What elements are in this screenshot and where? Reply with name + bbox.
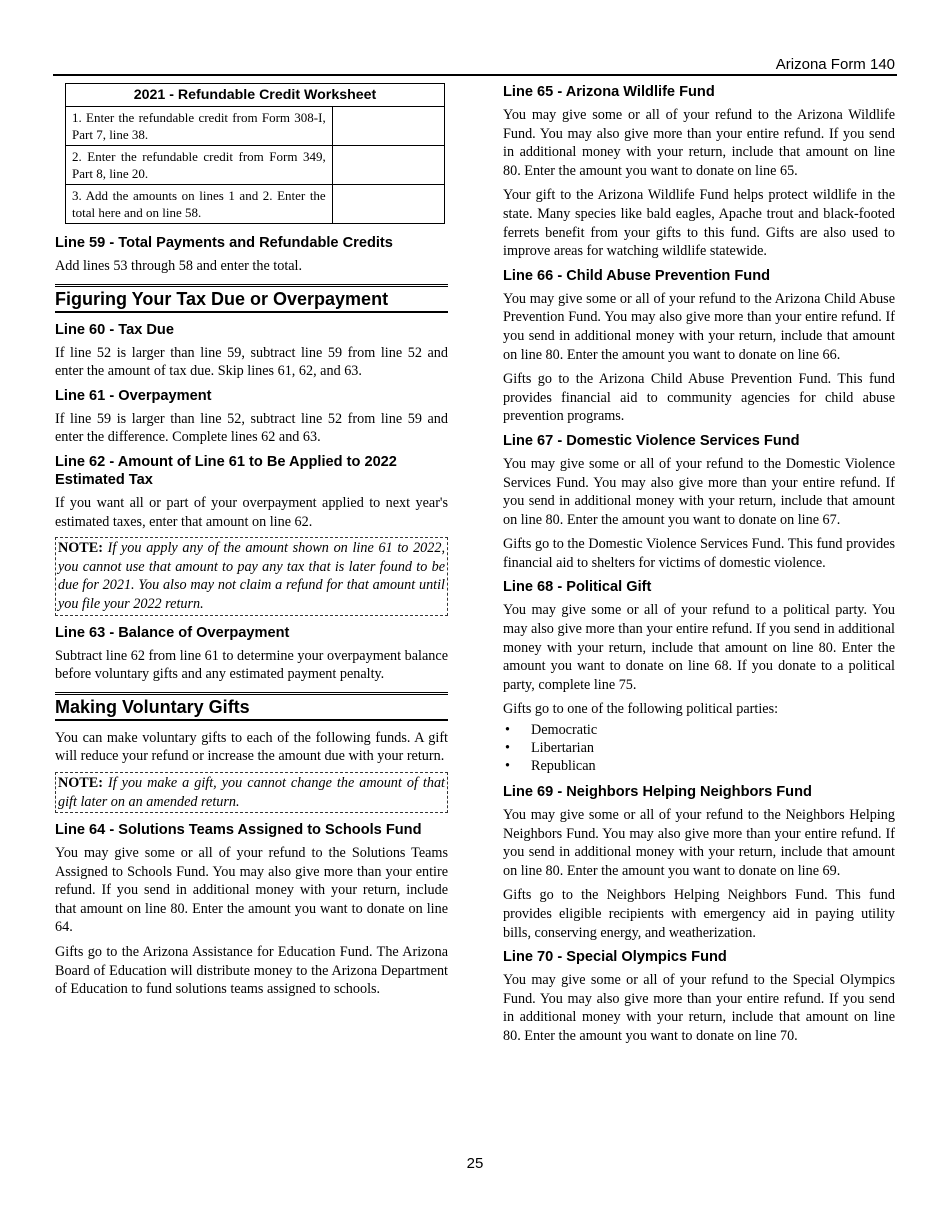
line-61-text: If line 59 is larger than line 52, subtract line 52 from line 59 and enter the difference. Complete lines 62 and 63. [55, 410, 448, 446]
line-69-heading: Line 69 - Neighbors Helping Neighbors Fund [503, 784, 812, 801]
line-70-heading: Line 70 - Special Olympics Fund [503, 949, 727, 966]
note-text: If you apply any of the amount shown on line 61 to 2022, you cannot use that amount to pay any tax that is later found to be due for 2021. You also may not claim a refund for that amount until you file your 2022 return. [58, 540, 445, 612]
line-63-heading: Line 63 - Balance of Overpayment [55, 624, 290, 641]
page-number: 25 [466, 1155, 484, 1172]
line-59-text: Add lines 53 through 58 and enter the total. [55, 258, 303, 274]
political-parties-list [503, 721, 895, 775]
line-64-paragraph-2: Gifts go to the Arizona Assistance for Education Fund. The Arizona Board of Education will distribute money to the Arizona Department of Education to fund solutions teams assigned to schools. [55, 944, 448, 998]
line-67-paragraph-2: Gifts go to the Domestic Violence Services Fund. This fund provides financial aid to shelters for victims of domestic violence. [503, 536, 895, 571]
line-64-paragraph-1: You may give some or all of your refund to the Solutions Teams Assigned to Schools Fund. You may also give more than your entire refund. If you send in additional money with your return, include that amount on line 80. Enter the amount you want to donate on line 64. [55, 845, 448, 936]
line-69-paragraph-1: You may give some or all of your refund to the Neighbors Helping Neighbors Fund. You may also give more than your entire refund. If you send in additional money with your return, include that amount on line 80. Enter the amount you want to donate on line 69. [503, 807, 895, 879]
note-box-estimated-tax [55, 537, 448, 615]
line-66-paragraph-1: You may give some or all of your refund to the Arizona Child Abuse Prevention Fund. You may also give more than your entire refund. If you send in additional money with your return, include that amount on line 80. Enter the amount you want to donate on line 66. [503, 290, 895, 363]
worksheet-row-3-amount-box[interactable] [332, 185, 444, 224]
line-62-heading: Line 62 - Amount of Line 61 to Be Applied to 2022 Estimated Tax [55, 453, 397, 488]
voluntary-gifts-text: You can make voluntary gifts to each of the following funds. A gift will reduce your refund or increase the amount due with your return. [55, 729, 448, 765]
note-text: If you make a gift, you cannot change the amount of that gift later on an amended return. [58, 774, 445, 810]
worksheet-row-3-text: 3. Add the amounts on lines 1 and 2. Enter the total here and on line 58. [66, 185, 333, 224]
note-label: NOTE: [58, 774, 103, 791]
note-label: NOTE: [58, 540, 103, 557]
note-box-gifts [55, 772, 448, 813]
line-61-heading: Line 61 - Overpayment [55, 387, 212, 404]
form-name-header: Arizona Form 140 [775, 56, 895, 73]
list-item: • Republican [503, 757, 895, 775]
line-59-heading: Line 59 - Total Payments and Refundable Credits [55, 235, 393, 251]
worksheet-row-2-text: 2. Enter the refundable credit from Form 349, Part 8, line 20. [66, 146, 333, 185]
section-heading-voluntary-gifts: Making Voluntary Gifts [55, 692, 448, 721]
line-68-heading: Line 68 - Political Gift [503, 579, 652, 596]
worksheet-row [66, 146, 445, 185]
line-65-paragraph-2: Your gift to the Arizona Wildlife Fund helps protect wildlife in the state. Many species like bald eagles, Apache trout and black-footed ferrets benefit from your gifts to this fund. Gifts are also used to improve areas for watching wildlife statewide. [503, 187, 895, 260]
worksheet-row-1-text: 1. Enter the refundable credit from Form 308-I, Part 7, line 38. [66, 107, 333, 146]
line-67-heading: Line 67 - Domestic Violence Services Fund [503, 432, 800, 449]
line-65-heading: Line 65 - Arizona Wildlife Fund [503, 84, 715, 100]
line-68-paragraph-1: You may give some or all of your refund to a political party. You may also give more than your entire refund. If you send in additional money with your return, include that amount on line 80. Enter the amount you want to donate on line 68. If you donate to a political party, complete line 75. [503, 602, 895, 693]
line-60-text: If line 52 is larger than line 59, subtract line 59 from line 52 and enter the amount of tax due. Skip lines 61, 62, and 63. [55, 344, 448, 380]
list-item: • Libertarian [503, 739, 895, 757]
line-60-heading: Line 60 - Tax Due [55, 321, 174, 338]
line-70-paragraph-1: You may give some or all of your refund to the Special Olympics Fund. You may also give more than your entire refund. If you send in additional money with your return, include that amount on line 80. Enter the amount you want to donate on line 70. [503, 972, 895, 1044]
refundable-credit-worksheet [65, 83, 445, 224]
line-67-paragraph-1: You may give some or all of your refund to the Domestic Violence Services Fund. You may also give more than your entire refund. If you send in additional money with your return, include that amount on line 80. Enter the amount you want to donate on line 67. [503, 455, 895, 528]
line-66-heading: Line 66 - Child Abuse Prevention Fund [503, 267, 771, 284]
header-rule [53, 74, 897, 76]
line-66-paragraph-2: Gifts go to the Arizona Child Abuse Prevention Fund. This fund provides financial aid to community agencies for child abuse prevention programs. [503, 371, 895, 425]
line-64-heading: Line 64 - Solutions Teams Assigned to Schools Fund [55, 822, 422, 839]
worksheet-row-1-amount-box[interactable] [332, 107, 444, 146]
section-heading-tax-due: Figuring Your Tax Due or Overpayment [55, 284, 448, 313]
worksheet-title: 2021 - Refundable Credit Worksheet [66, 84, 445, 107]
left-column [55, 83, 448, 1005]
line-62-text: If you want all or part of your overpayment applied to next year's estimated taxes, enter that amount on line 62. [55, 494, 448, 530]
line-65-paragraph-1: You may give some or all of your refund to the Arizona Wildlife Fund. You may also give more than your entire refund. If you send in additional money with your return, include that amount on line 80. Enter the amount you want to donate on line 65. [503, 107, 895, 179]
worksheet-row-2-amount-box[interactable] [332, 146, 444, 185]
worksheet-row [66, 107, 445, 146]
worksheet-row [66, 185, 445, 224]
right-column [503, 83, 895, 1052]
line-63-text: Subtract line 62 from line 61 to determine your overpayment balance before voluntary gifts and any estimated payment penalty. [55, 647, 448, 683]
list-item: • Democratic [503, 721, 895, 739]
line-68-paragraph-2: Gifts go to one of the following political parties: [503, 701, 779, 718]
line-69-paragraph-2: Gifts go to the Neighbors Helping Neighbors Fund. This fund provides eligible recipients with emergency aid in paying utility bills, conserving energy, and weatherization. [503, 887, 895, 941]
